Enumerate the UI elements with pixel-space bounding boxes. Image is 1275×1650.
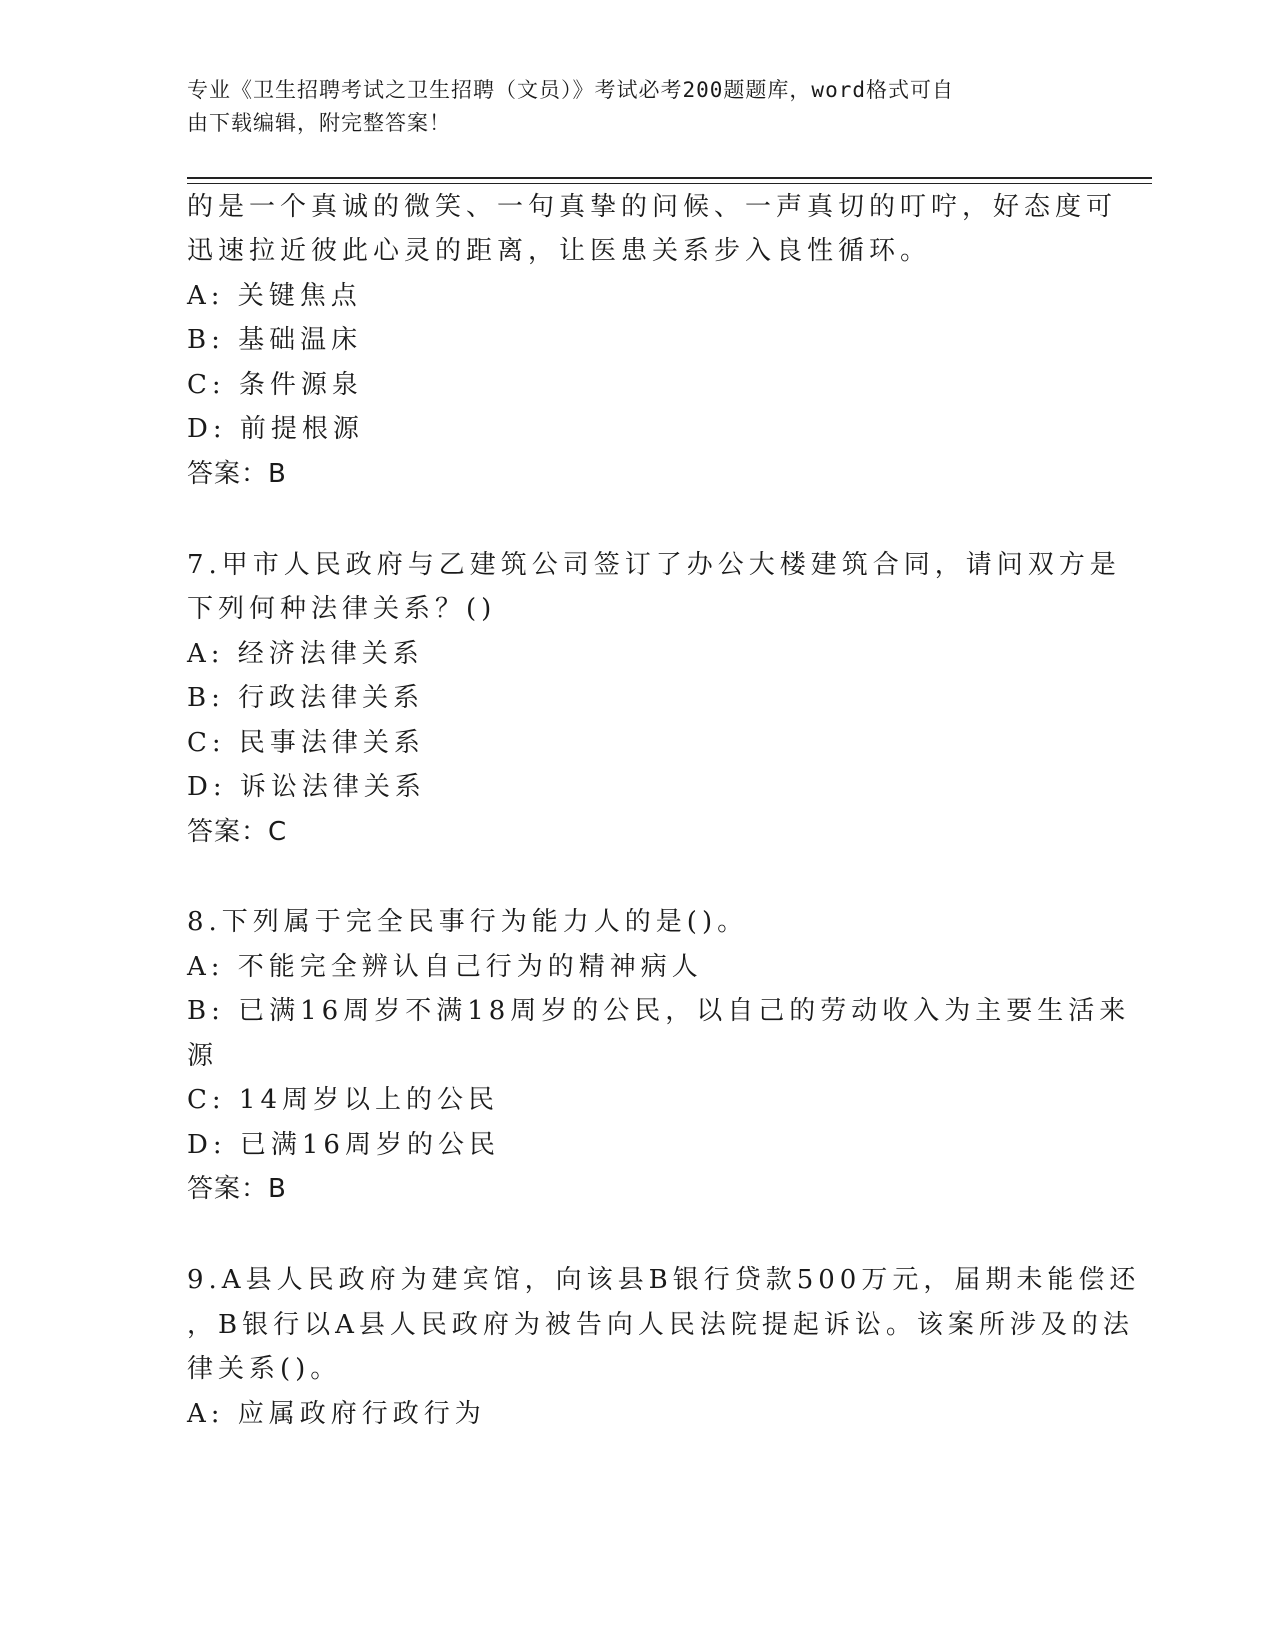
question-7-stem-line-2: 下列何种法律关系？() (187, 594, 497, 624)
question-stem-line: 的是一个真诚的微笑、一句真挚的问候、一声真切的叮咛，好态度可 (187, 192, 1118, 222)
option-b: B: 基础温床 (187, 325, 363, 355)
question-9-stem-line-3: 律关系()。 (187, 1354, 342, 1384)
option-a: A: 关键焦点 (187, 281, 362, 311)
header-divider-thick (187, 177, 1152, 179)
question-8-stem: 8.下列属于完全民事行为能力人的是()。 (187, 907, 749, 937)
question-8-answer: 答案：B (187, 1174, 287, 1204)
option-d: D: 前提根源 (187, 414, 364, 444)
question-7-answer: 答案：C (187, 817, 288, 847)
answer-label: 答案：B (187, 459, 287, 489)
option-c: C: 条件源泉 (187, 370, 363, 400)
header-line-2: 由下载编辑，附完整答案！ (187, 111, 451, 135)
header-line-1: 专业《卫生招聘考试之卫生招聘（文员）》考试必考200题题库，word格式可自 (187, 78, 954, 102)
question-8-option-b-line-2: 源 (187, 1041, 219, 1071)
question-9-stem-line-2: ，B银行以A县人民政府为被告向人民法院提起诉讼。该案所涉及的法 (187, 1310, 1134, 1340)
question-8-option-b-line-1: B: 已满16周岁不满18周岁的公民，以自己的劳动收入为主要生活来 (187, 996, 1131, 1026)
question-9-stem-line-1: 9.A县人民政府为建宾馆，向该县B银行贷款500万元，届期未能偿还 (187, 1265, 1141, 1295)
question-8-option-c: C: 14周岁以上的公民 (187, 1085, 500, 1115)
question-7-option-c: C: 民事法律关系 (187, 728, 425, 758)
question-stem-line: 迅速拉近彼此心灵的距离，让医患关系步入良性循环。 (187, 236, 932, 266)
question-7-option-d: D: 诉讼法律关系 (187, 772, 426, 802)
document-header (187, 74, 1067, 140)
question-7-option-a: A: 经济法律关系 (187, 639, 424, 669)
question-7-option-b: B: 行政法律关系 (187, 683, 425, 713)
question-9-option-a: A: 应属政府行政行为 (187, 1399, 486, 1429)
question-8-option-a: A: 不能完全辨认自己行为的精神病人 (187, 952, 703, 982)
question-7-stem-line-1: 7.甲市人民政府与乙建筑公司签订了办公大楼建筑合同，请问双方是 (187, 550, 1121, 580)
header-divider-thin (187, 183, 1152, 184)
question-8-option-d: D: 已满16周岁的公民 (187, 1130, 500, 1160)
